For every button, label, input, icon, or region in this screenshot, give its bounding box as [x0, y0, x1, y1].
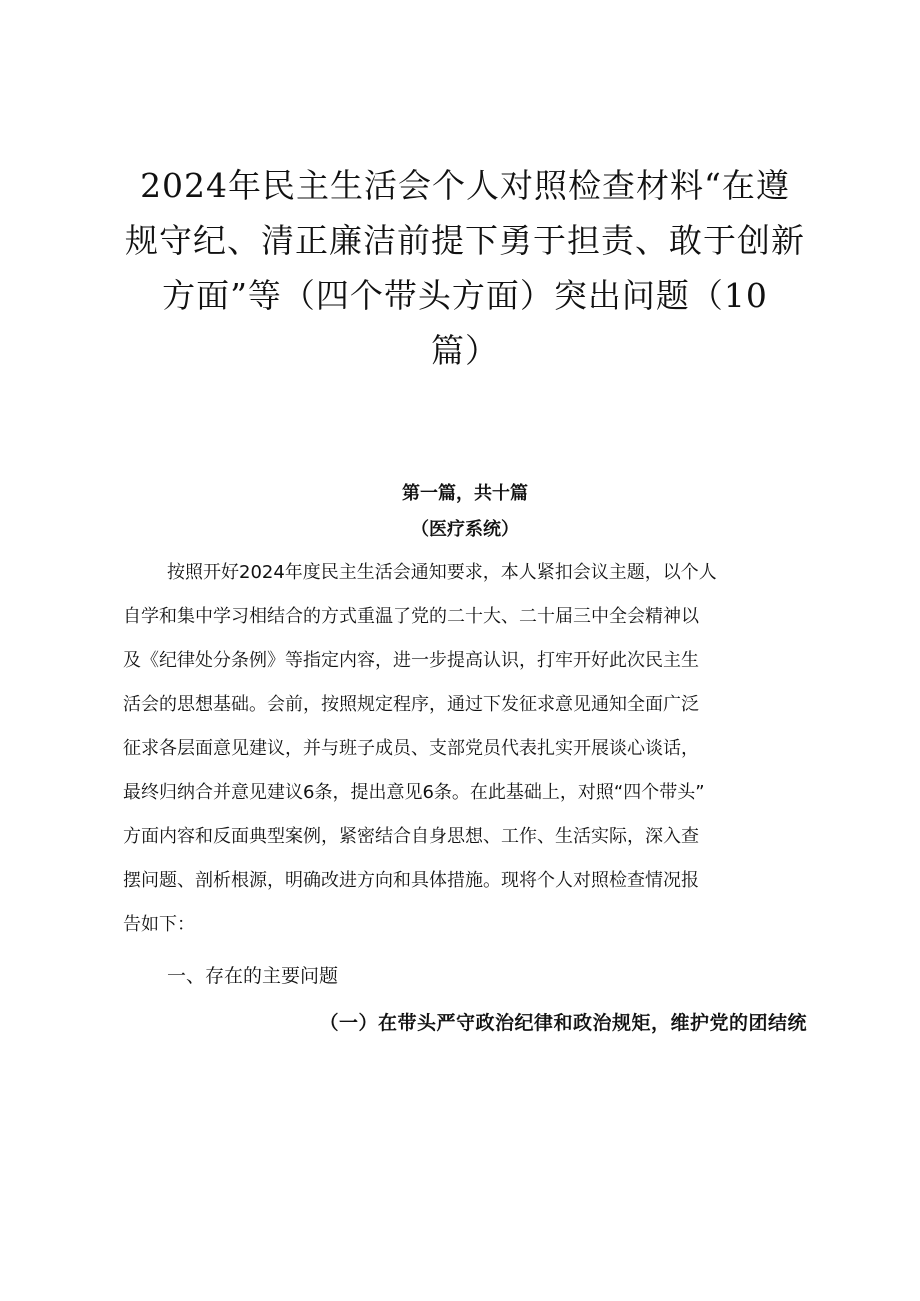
title-line: 规守纪、清正廉洁前提下勇于担责、敢于创新	[125, 221, 805, 260]
part-subtitle: （医疗系统）	[411, 519, 519, 540]
paragraph-line: 自学和集中学习相结合的方式重温了党的二十大、二十届三中全会精神以	[123, 606, 699, 627]
title-line: 篇）	[431, 331, 499, 370]
paragraph-line: 按照开好2024年度民主生活会通知要求，本人紧扣会议主题，以个人	[167, 562, 717, 583]
title-line: 方面”等（四个带头方面）突出问题（10	[162, 276, 768, 315]
paragraph-line: 征求各层面意见建议，并与班子成员、支部党员代表扎实开展谈心谈话，	[123, 738, 699, 759]
paragraph-line: 及《纪律处分条例》等指定内容，进一步提高认识，打牢开好此次民主生	[123, 650, 699, 671]
paragraph-line: 最终归纳合并意见建议6条，提出意见6条。在此基础上，对照“四个带头”	[123, 782, 705, 803]
paragraph-line: 活会的思想基础。会前，按照规定程序，通过下发征求意见通知全面广泛	[123, 694, 699, 715]
intro-paragraph	[123, 551, 807, 947]
subsection-heading-1: （一）在带头严守政治纪律和政治规矩，维护党的团结统	[319, 1012, 807, 1034]
paragraph-line: 方面内容和反面典型案例，紧密结合自身思想、工作、生活实际，深入查	[123, 826, 699, 847]
part-heading: 第一篇，共十篇	[402, 483, 528, 504]
section-heading-main-problems: 一、存在的主要问题	[167, 965, 339, 987]
document-title	[123, 0, 807, 378]
paragraph-line: 摆问题、剖析根源，明确改进方向和具体措施。现将个人对照检查情况报	[123, 870, 699, 891]
title-line: 2024年民主生活会个人对照检查材料“在遵	[140, 166, 790, 205]
paragraph-line: 告如下：	[123, 914, 195, 935]
